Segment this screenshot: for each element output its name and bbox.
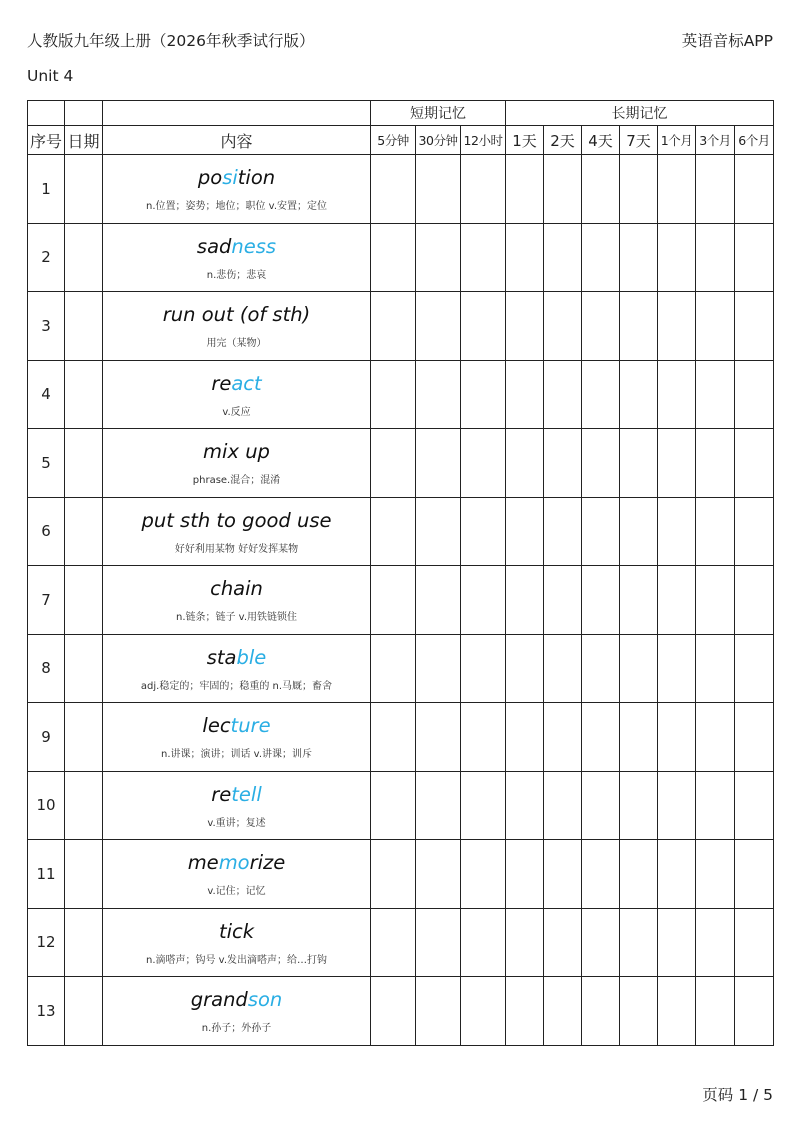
review-checkbox-cell[interactable] bbox=[735, 908, 774, 977]
review-checkbox-cell[interactable] bbox=[506, 566, 544, 635]
review-checkbox-cell[interactable] bbox=[371, 497, 416, 566]
blank-header-cell bbox=[103, 101, 371, 126]
review-checkbox-cell[interactable] bbox=[696, 634, 735, 703]
review-checkbox-cell[interactable] bbox=[658, 223, 696, 292]
review-checkbox-cell[interactable] bbox=[371, 566, 416, 635]
review-checkbox-cell[interactable] bbox=[506, 840, 544, 909]
content-cell bbox=[103, 223, 371, 292]
word-segment: chain bbox=[210, 577, 263, 601]
review-checkbox-cell[interactable] bbox=[620, 360, 658, 429]
table-row bbox=[28, 360, 774, 429]
table-row bbox=[28, 292, 774, 361]
review-checkbox-cell[interactable] bbox=[371, 908, 416, 977]
review-checkbox-cell[interactable] bbox=[735, 771, 774, 840]
review-checkbox-cell[interactable] bbox=[416, 155, 461, 224]
review-checkbox-cell[interactable] bbox=[582, 566, 620, 635]
review-checkbox-cell[interactable] bbox=[416, 497, 461, 566]
review-checkbox-cell[interactable] bbox=[371, 292, 416, 361]
review-checkbox-cell[interactable] bbox=[416, 429, 461, 498]
review-checkbox-cell[interactable] bbox=[735, 703, 774, 772]
word-definition: n.悲伤；悲哀 bbox=[206, 269, 267, 281]
vocabulary-word bbox=[103, 439, 370, 465]
review-checkbox-cell[interactable] bbox=[696, 771, 735, 840]
brand-name: 英语音标APP bbox=[681, 32, 773, 50]
review-checkbox-cell[interactable] bbox=[416, 977, 461, 1046]
review-checkbox-cell[interactable] bbox=[506, 977, 544, 1046]
column-header-interval: 12小时 bbox=[461, 126, 506, 155]
vocabulary-word bbox=[103, 165, 370, 191]
review-checkbox-cell[interactable] bbox=[506, 908, 544, 977]
vocabulary-word bbox=[103, 302, 370, 328]
table-row bbox=[28, 223, 774, 292]
review-checkbox-cell[interactable] bbox=[735, 223, 774, 292]
column-header-interval: 6个月 bbox=[735, 126, 774, 155]
review-checkbox-cell[interactable] bbox=[461, 429, 506, 498]
review-checkbox-cell[interactable] bbox=[416, 360, 461, 429]
review-checkbox-cell[interactable] bbox=[582, 292, 620, 361]
row-number: 1 bbox=[28, 155, 65, 224]
word-segment: me bbox=[187, 851, 219, 875]
vocabulary-review-table bbox=[27, 100, 774, 1046]
review-checkbox-cell[interactable] bbox=[696, 429, 735, 498]
column-header-interval: 3个月 bbox=[696, 126, 735, 155]
page-number: 页码 1 / 5 bbox=[702, 1086, 773, 1104]
review-checkbox-cell[interactable] bbox=[506, 703, 544, 772]
review-checkbox-cell[interactable] bbox=[506, 292, 544, 361]
highlighted-syllable: tell bbox=[231, 782, 262, 806]
highlighted-syllable: act bbox=[231, 371, 262, 395]
vocabulary-word bbox=[103, 782, 370, 808]
date-cell[interactable] bbox=[65, 360, 103, 429]
content-cell bbox=[103, 292, 371, 361]
highlighted-syllable: son bbox=[247, 988, 283, 1012]
vocabulary-word bbox=[103, 576, 370, 602]
table-row bbox=[28, 908, 774, 977]
review-checkbox-cell[interactable] bbox=[620, 908, 658, 977]
table-row bbox=[28, 155, 774, 224]
highlighted-syllable: ble bbox=[236, 645, 267, 669]
review-checkbox-cell[interactable] bbox=[582, 977, 620, 1046]
review-checkbox-cell[interactable] bbox=[696, 497, 735, 566]
word-segment: po bbox=[197, 166, 223, 190]
review-checkbox-cell[interactable] bbox=[658, 155, 696, 224]
row-number: 4 bbox=[28, 360, 65, 429]
review-checkbox-cell[interactable] bbox=[582, 908, 620, 977]
vocabulary-word bbox=[103, 371, 370, 397]
word-segment: re bbox=[211, 371, 232, 395]
review-checkbox-cell[interactable] bbox=[620, 840, 658, 909]
column-header-interval: 1天 bbox=[506, 126, 544, 155]
column-header-content: 内容 bbox=[103, 126, 371, 155]
word-segment: sta bbox=[206, 645, 237, 669]
review-checkbox-cell[interactable] bbox=[696, 155, 735, 224]
review-checkbox-cell[interactable] bbox=[416, 771, 461, 840]
review-checkbox-cell[interactable] bbox=[544, 360, 582, 429]
unit-label: Unit 4 bbox=[27, 67, 74, 85]
review-checkbox-cell[interactable] bbox=[620, 771, 658, 840]
review-checkbox-cell[interactable] bbox=[620, 566, 658, 635]
vocabulary-word bbox=[103, 234, 370, 260]
word-segment: mix up bbox=[203, 440, 270, 464]
row-number: 12 bbox=[28, 908, 65, 977]
review-checkbox-cell[interactable] bbox=[416, 223, 461, 292]
review-checkbox-cell[interactable] bbox=[735, 634, 774, 703]
review-checkbox-cell[interactable] bbox=[506, 634, 544, 703]
review-checkbox-cell[interactable] bbox=[696, 360, 735, 429]
row-number: 8 bbox=[28, 634, 65, 703]
review-checkbox-cell[interactable] bbox=[544, 429, 582, 498]
review-checkbox-cell[interactable] bbox=[461, 223, 506, 292]
review-checkbox-cell[interactable] bbox=[544, 703, 582, 772]
review-checkbox-cell[interactable] bbox=[461, 360, 506, 429]
review-checkbox-cell[interactable] bbox=[544, 908, 582, 977]
content-cell bbox=[103, 497, 371, 566]
review-checkbox-cell[interactable] bbox=[658, 360, 696, 429]
review-checkbox-cell[interactable] bbox=[735, 566, 774, 635]
table-row bbox=[28, 566, 774, 635]
review-checkbox-cell[interactable] bbox=[461, 634, 506, 703]
review-checkbox-cell[interactable] bbox=[658, 292, 696, 361]
vocabulary-word bbox=[103, 713, 370, 739]
review-checkbox-cell[interactable] bbox=[582, 771, 620, 840]
review-checkbox-cell[interactable] bbox=[658, 566, 696, 635]
table-row bbox=[28, 497, 774, 566]
review-checkbox-cell[interactable] bbox=[582, 840, 620, 909]
word-segment: rize bbox=[249, 851, 286, 875]
word-segment: put sth to good use bbox=[141, 508, 332, 532]
review-checkbox-cell[interactable] bbox=[416, 908, 461, 977]
row-number: 2 bbox=[28, 223, 65, 292]
review-checkbox-cell[interactable] bbox=[696, 223, 735, 292]
review-checkbox-cell[interactable] bbox=[620, 703, 658, 772]
word-definition: 好好利用某物 好好发挥某物 bbox=[174, 543, 299, 555]
review-checkbox-cell[interactable] bbox=[544, 292, 582, 361]
highlighted-syllable: mo bbox=[218, 851, 250, 875]
review-checkbox-cell[interactable] bbox=[582, 497, 620, 566]
column-header-interval: 2天 bbox=[544, 126, 582, 155]
review-checkbox-cell[interactable] bbox=[658, 977, 696, 1046]
word-definition: n.滴嗒声；钩号 v.发出滴嗒声；给…打钩 bbox=[145, 954, 327, 966]
review-checkbox-cell[interactable] bbox=[658, 429, 696, 498]
word-segment: run out (of sth) bbox=[162, 303, 311, 327]
review-checkbox-cell[interactable] bbox=[371, 771, 416, 840]
column-header-interval: 30分钟 bbox=[416, 126, 461, 155]
review-checkbox-cell[interactable] bbox=[696, 566, 735, 635]
table-row bbox=[28, 634, 774, 703]
review-checkbox-cell[interactable] bbox=[658, 840, 696, 909]
review-checkbox-cell[interactable] bbox=[371, 360, 416, 429]
word-definition: n.孙子；外孙子 bbox=[201, 1023, 272, 1035]
content-cell bbox=[103, 360, 371, 429]
review-checkbox-cell[interactable] bbox=[735, 429, 774, 498]
date-cell[interactable] bbox=[65, 429, 103, 498]
review-checkbox-cell[interactable] bbox=[461, 977, 506, 1046]
table-row bbox=[28, 771, 774, 840]
word-definition: n.位置；姿势；地位；职位 v.安置；定位 bbox=[145, 201, 327, 213]
review-checkbox-cell[interactable] bbox=[506, 429, 544, 498]
review-checkbox-cell[interactable] bbox=[620, 497, 658, 566]
word-definition: v.记住；记忆 bbox=[207, 886, 266, 898]
word-definition: n.链条；链子 v.用铁链锁住 bbox=[175, 612, 297, 624]
review-checkbox-cell[interactable] bbox=[506, 360, 544, 429]
review-checkbox-cell[interactable] bbox=[416, 634, 461, 703]
document-title: 人教版九年级上册（2026年秋季试行版） bbox=[27, 32, 315, 50]
vocabulary-word bbox=[103, 987, 370, 1013]
review-checkbox-cell[interactable] bbox=[658, 497, 696, 566]
table-row bbox=[28, 703, 774, 772]
review-checkbox-cell[interactable] bbox=[544, 634, 582, 703]
review-checkbox-cell[interactable] bbox=[461, 840, 506, 909]
word-definition: v.反应 bbox=[222, 406, 251, 418]
vocabulary-word bbox=[103, 508, 370, 534]
review-checkbox-cell[interactable] bbox=[582, 155, 620, 224]
short-term-memory-header: 短期记忆 bbox=[371, 101, 506, 126]
review-checkbox-cell[interactable] bbox=[696, 292, 735, 361]
word-segment: lec bbox=[202, 714, 231, 738]
review-checkbox-cell[interactable] bbox=[735, 977, 774, 1046]
review-checkbox-cell[interactable] bbox=[506, 155, 544, 224]
date-cell[interactable] bbox=[65, 771, 103, 840]
blank-header-cell bbox=[28, 101, 65, 126]
review-checkbox-cell[interactable] bbox=[582, 223, 620, 292]
review-checkbox-cell[interactable] bbox=[696, 977, 735, 1046]
content-cell bbox=[103, 634, 371, 703]
review-checkbox-cell[interactable] bbox=[544, 977, 582, 1046]
review-checkbox-cell[interactable] bbox=[544, 566, 582, 635]
content-cell bbox=[103, 771, 371, 840]
date-cell[interactable] bbox=[65, 155, 103, 224]
review-checkbox-cell[interactable] bbox=[658, 703, 696, 772]
date-cell[interactable] bbox=[65, 977, 103, 1046]
word-segment: re bbox=[211, 782, 232, 806]
row-number: 9 bbox=[28, 703, 65, 772]
review-checkbox-cell[interactable] bbox=[416, 840, 461, 909]
row-number: 6 bbox=[28, 497, 65, 566]
review-checkbox-cell[interactable] bbox=[371, 223, 416, 292]
review-checkbox-cell[interactable] bbox=[544, 771, 582, 840]
content-cell bbox=[103, 429, 371, 498]
row-number: 11 bbox=[28, 840, 65, 909]
table-row bbox=[28, 429, 774, 498]
review-checkbox-cell[interactable] bbox=[735, 292, 774, 361]
date-cell[interactable] bbox=[65, 292, 103, 361]
content-cell bbox=[103, 840, 371, 909]
highlighted-syllable: ture bbox=[230, 714, 271, 738]
review-checkbox-cell[interactable] bbox=[371, 634, 416, 703]
column-header-interval: 7天 bbox=[620, 126, 658, 155]
review-checkbox-cell[interactable] bbox=[620, 223, 658, 292]
review-checkbox-cell[interactable] bbox=[696, 908, 735, 977]
content-cell bbox=[103, 155, 371, 224]
column-header-number: 序号 bbox=[28, 126, 65, 155]
date-cell[interactable] bbox=[65, 840, 103, 909]
word-definition: 用完（某物） bbox=[206, 338, 267, 350]
date-cell[interactable] bbox=[65, 908, 103, 977]
word-segment: sad bbox=[196, 234, 232, 258]
highlighted-syllable: si bbox=[222, 166, 238, 190]
review-checkbox-cell[interactable] bbox=[582, 429, 620, 498]
review-checkbox-cell[interactable] bbox=[544, 497, 582, 566]
review-checkbox-cell[interactable] bbox=[461, 292, 506, 361]
review-checkbox-cell[interactable] bbox=[416, 703, 461, 772]
content-cell bbox=[103, 977, 371, 1046]
review-checkbox-cell[interactable] bbox=[461, 155, 506, 224]
review-checkbox-cell[interactable] bbox=[506, 223, 544, 292]
review-checkbox-cell[interactable] bbox=[461, 497, 506, 566]
review-checkbox-cell[interactable] bbox=[461, 703, 506, 772]
date-cell[interactable] bbox=[65, 703, 103, 772]
column-header-interval: 1个月 bbox=[658, 126, 696, 155]
vocabulary-rows bbox=[28, 155, 774, 1046]
review-checkbox-cell[interactable] bbox=[658, 908, 696, 977]
vocabulary-word bbox=[103, 850, 370, 876]
review-checkbox-cell[interactable] bbox=[371, 155, 416, 224]
review-checkbox-cell[interactable] bbox=[735, 155, 774, 224]
review-checkbox-cell[interactable] bbox=[658, 634, 696, 703]
review-checkbox-cell[interactable] bbox=[696, 703, 735, 772]
review-checkbox-cell[interactable] bbox=[620, 155, 658, 224]
long-term-memory-header: 长期记忆 bbox=[506, 101, 774, 126]
review-checkbox-cell[interactable] bbox=[461, 908, 506, 977]
word-segment: tick bbox=[218, 919, 255, 943]
review-checkbox-cell[interactable] bbox=[582, 360, 620, 429]
column-header-interval: 5分钟 bbox=[371, 126, 416, 155]
vocabulary-word bbox=[103, 645, 370, 671]
date-cell[interactable] bbox=[65, 497, 103, 566]
table-row bbox=[28, 840, 774, 909]
row-number: 7 bbox=[28, 566, 65, 635]
review-checkbox-cell[interactable] bbox=[620, 634, 658, 703]
review-checkbox-cell[interactable] bbox=[582, 703, 620, 772]
row-number: 5 bbox=[28, 429, 65, 498]
table-row bbox=[28, 977, 774, 1046]
word-definition: v.重讲；复述 bbox=[207, 817, 266, 829]
date-cell[interactable] bbox=[65, 223, 103, 292]
review-checkbox-cell[interactable] bbox=[416, 292, 461, 361]
row-number: 13 bbox=[28, 977, 65, 1046]
word-definition: adj.稳定的；牢固的；稳重的 n.马厩；畜舍 bbox=[140, 680, 333, 692]
word-segment: tion bbox=[237, 166, 276, 190]
column-header-interval: 4天 bbox=[582, 126, 620, 155]
review-checkbox-cell[interactable] bbox=[461, 771, 506, 840]
word-definition: phrase.混合；混淆 bbox=[192, 475, 281, 487]
content-cell bbox=[103, 566, 371, 635]
review-checkbox-cell[interactable] bbox=[371, 840, 416, 909]
content-cell bbox=[103, 908, 371, 977]
date-cell[interactable] bbox=[65, 634, 103, 703]
word-segment: grand bbox=[190, 988, 248, 1012]
review-checkbox-cell[interactable] bbox=[371, 703, 416, 772]
review-checkbox-cell[interactable] bbox=[544, 840, 582, 909]
review-checkbox-cell[interactable] bbox=[735, 497, 774, 566]
review-checkbox-cell[interactable] bbox=[506, 771, 544, 840]
review-checkbox-cell[interactable] bbox=[696, 840, 735, 909]
review-checkbox-cell[interactable] bbox=[735, 360, 774, 429]
vocabulary-word bbox=[103, 919, 370, 945]
column-header-date: 日期 bbox=[65, 126, 103, 155]
content-cell bbox=[103, 703, 371, 772]
review-checkbox-cell[interactable] bbox=[461, 566, 506, 635]
review-checkbox-cell[interactable] bbox=[544, 155, 582, 224]
review-checkbox-cell[interactable] bbox=[544, 223, 582, 292]
review-checkbox-cell[interactable] bbox=[620, 977, 658, 1046]
review-checkbox-cell[interactable] bbox=[416, 566, 461, 635]
review-checkbox-cell[interactable] bbox=[658, 771, 696, 840]
highlighted-syllable: ness bbox=[231, 234, 277, 258]
review-checkbox-cell[interactable] bbox=[735, 840, 774, 909]
review-checkbox-cell[interactable] bbox=[371, 977, 416, 1046]
date-cell[interactable] bbox=[65, 566, 103, 635]
row-number: 10 bbox=[28, 771, 65, 840]
row-number: 3 bbox=[28, 292, 65, 361]
review-checkbox-cell[interactable] bbox=[620, 429, 658, 498]
review-checkbox-cell[interactable] bbox=[620, 292, 658, 361]
review-checkbox-cell[interactable] bbox=[506, 497, 544, 566]
blank-header-cell bbox=[65, 101, 103, 126]
word-definition: n.讲课；演讲；训话 v.讲课；训斥 bbox=[160, 749, 312, 761]
review-checkbox-cell[interactable] bbox=[371, 429, 416, 498]
review-checkbox-cell[interactable] bbox=[582, 634, 620, 703]
